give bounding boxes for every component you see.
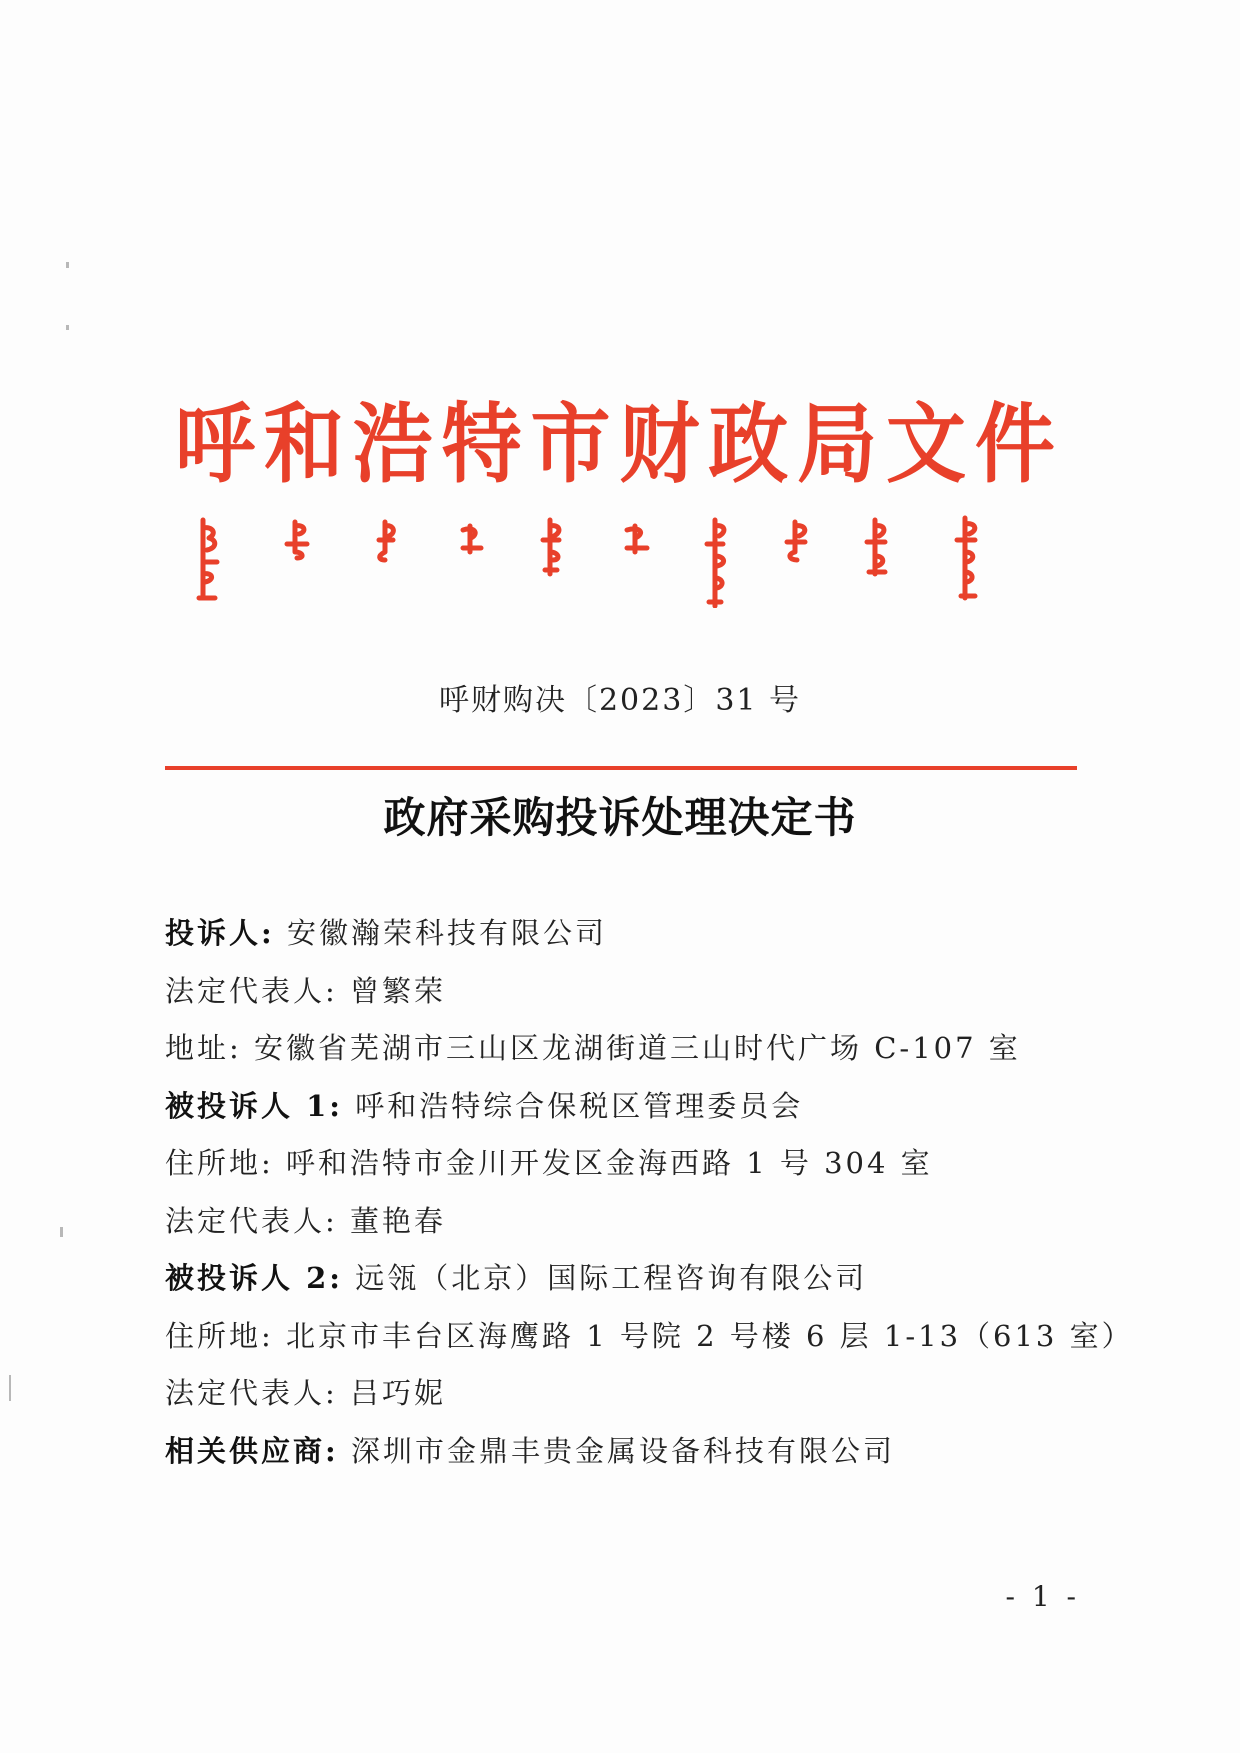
party-label: 相关供应商: xyxy=(165,1433,339,1468)
party-value: 安徽省芜湖市三山区龙湖街道三山时代广场 C-107 室 xyxy=(254,1031,1021,1065)
party-value: 安徽瀚荣科技有限公司 xyxy=(286,916,607,950)
party-line xyxy=(165,1423,1095,1481)
party-label: 被投诉人 2: xyxy=(165,1261,343,1295)
scan-speck xyxy=(66,262,69,268)
party-value: 呼和浩特市金川开发区金海西路 1 号 304 室 xyxy=(286,1146,933,1180)
masthead-char: 文 xyxy=(886,394,966,495)
party-value: 北京市丰台区海鹰路 1 号院 2 号楼 6 层 1-13（613 室） xyxy=(286,1318,1134,1353)
party-label: 住所地: xyxy=(165,1318,274,1353)
red-divider-rule xyxy=(165,766,1077,770)
party-label: 住所地: xyxy=(165,1146,274,1180)
party-value: 曾繁荣 xyxy=(350,973,447,1008)
masthead-char: 呼 xyxy=(175,394,255,495)
party-label: 法定代表人: xyxy=(165,1376,338,1410)
masthead-char: 政 xyxy=(708,394,789,495)
document-number: 呼财购决〔2023〕31 号 xyxy=(438,683,802,718)
masthead-char: 财 xyxy=(619,394,700,495)
party-label: 法定代表人: xyxy=(165,973,338,1008)
party-value: 吕巧妮 xyxy=(350,1376,447,1410)
masthead-char: 件 xyxy=(974,394,1055,495)
party-line xyxy=(165,1135,1095,1193)
party-value: 呼和浩特综合保税区管理委员会 xyxy=(355,1088,804,1123)
masthead-char: 和 xyxy=(263,394,344,495)
party-list xyxy=(165,905,1134,1480)
masthead-char: 特 xyxy=(441,394,522,495)
scan-speck xyxy=(9,1375,11,1401)
party-label: 投诉人: xyxy=(165,916,275,950)
party-line xyxy=(165,1365,1095,1423)
masthead-char: 浩 xyxy=(352,394,433,495)
mongolian-script-banner xyxy=(195,512,1065,608)
masthead-char: 局 xyxy=(797,394,878,495)
party-line xyxy=(165,1020,1095,1078)
party-line xyxy=(165,1078,1095,1136)
party-value: 董艳春 xyxy=(350,1203,447,1238)
masthead-title xyxy=(175,395,1055,495)
party-line xyxy=(165,905,1095,963)
page-number: - 1 - xyxy=(1005,1580,1080,1613)
party-line xyxy=(165,1250,1095,1308)
scan-speck xyxy=(60,1227,63,1237)
scan-speck xyxy=(66,325,69,330)
party-value: 远瓴（北京）国际工程咨询有限公司 xyxy=(355,1261,868,1295)
party-label: 被投诉人 1: xyxy=(165,1088,343,1123)
party-line xyxy=(165,963,1095,1021)
masthead-char: 市 xyxy=(530,394,611,495)
document-title: 政府采购投诉处理决定书 xyxy=(383,793,857,842)
party-value: 深圳市金鼎丰贵金属设备科技有限公司 xyxy=(350,1433,895,1468)
party-line xyxy=(165,1193,1095,1251)
party-line xyxy=(165,1308,1134,1366)
party-label: 法定代表人: xyxy=(165,1203,338,1238)
party-label: 地址: xyxy=(165,1031,242,1065)
